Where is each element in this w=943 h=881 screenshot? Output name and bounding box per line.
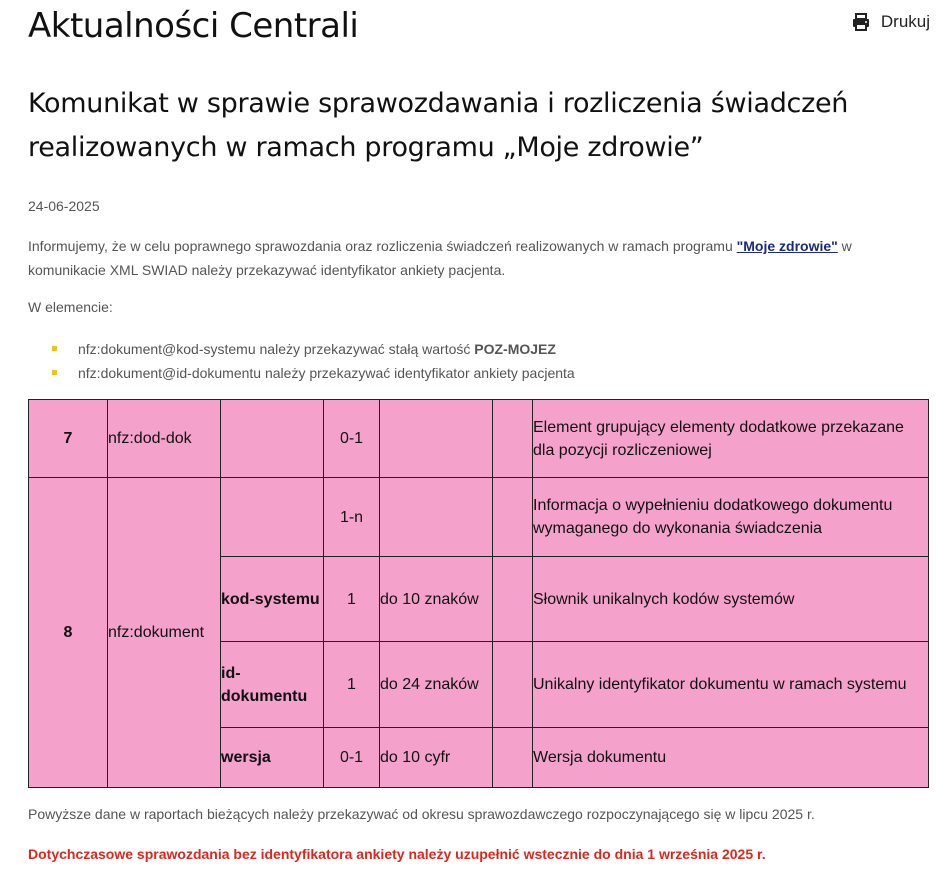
section-title: Aktualności Centrali [28,6,359,46]
list-item [52,337,575,361]
bullet-strong: POZ-MOJEZ [474,341,556,357]
list-item [52,361,575,385]
occurrence: 0-1 [324,728,380,788]
program-link[interactable]: "Moje zdrowie" [736,238,838,254]
table-row [29,478,929,557]
reporting-note: Powyższe dane w raportach bieżących należy przekazywać od okresu sprawozdawczego rozpoczynającego się w lipcu 2025 r. [28,806,815,822]
extra-cell [493,728,533,788]
spec-table [28,399,929,788]
row-number: 7 [29,400,108,478]
format [380,478,493,557]
bullet-list [52,337,575,385]
description: Informacja o wypełnieniu dodatkowego dokumentu wymaganego do wykonania świadczenia [533,478,929,557]
occurrence: 1 [324,642,380,728]
deadline-warning: Dotychczasowe sprawozdania bez identyfikatora ankiety należy uzupełnić wstecznie do dnia 1 września 2025 r. [28,846,766,862]
attribute-name: wersja [221,728,324,788]
extra-cell [493,478,533,557]
row-number: 8 [29,478,108,788]
print-button[interactable] [852,12,930,32]
article-title: Komunikat w sprawie sprawozdawania i rozliczenia świadczeń realizowanych w ramach programu „Moje zdrowie” [28,88,849,163]
extra-cell [493,400,533,478]
attribute-name: kod-systemu [221,557,324,642]
description: Słownik unikalnych kodów systemów [533,557,929,642]
printer-icon [852,13,870,31]
attribute-name [221,400,324,478]
bullet-text: nfz:dokument@kod-systemu należy przekazywać stałą wartość [78,341,475,357]
element-name: nfz:dokument [108,478,221,788]
occurrence: 1 [324,557,380,642]
format: do 24 znaków [380,642,493,728]
intro-paragraph [28,234,918,282]
bullet-icon [52,370,57,375]
print-label: Drukuj [880,12,930,31]
description: Unikalny identyfikator dokumentu w ramach systemu [533,642,929,728]
extra-cell [493,642,533,728]
publication-date: 24-06-2025 [28,198,100,214]
occurrence: 1-n [324,478,380,557]
bullet-icon [52,346,57,351]
attribute-name: id-dokumentu [221,642,324,728]
format [380,400,493,478]
bullet-text: nfz:dokument@id-dokumentu należy przekazywać identyfikator ankiety pacjenta [78,365,575,381]
intro-text-before: Informujemy, że w celu poprawnego sprawozdania oraz rozliczenia świadczeń realizowanych w ramach programu [28,238,737,254]
extra-cell [493,557,533,642]
format: do 10 znaków [380,557,493,642]
element-label: W elemencie: [28,299,113,315]
occurrence: 0-1 [324,400,380,478]
attribute-name [221,478,324,557]
table-row [29,400,929,478]
intro-text-after: w komunikacie XML SWIAD należy przekazywać identyfikator ankiety pacjenta. [28,238,852,278]
description: Wersja dokumentu [533,728,929,788]
element-name: nfz:dod-dok [108,400,221,478]
page-header [28,0,930,50]
description: Element grupujący elementy dodatkowe przekazane dla pozycji rozliczeniowej [533,400,929,478]
format: do 10 cyfr [380,728,493,788]
